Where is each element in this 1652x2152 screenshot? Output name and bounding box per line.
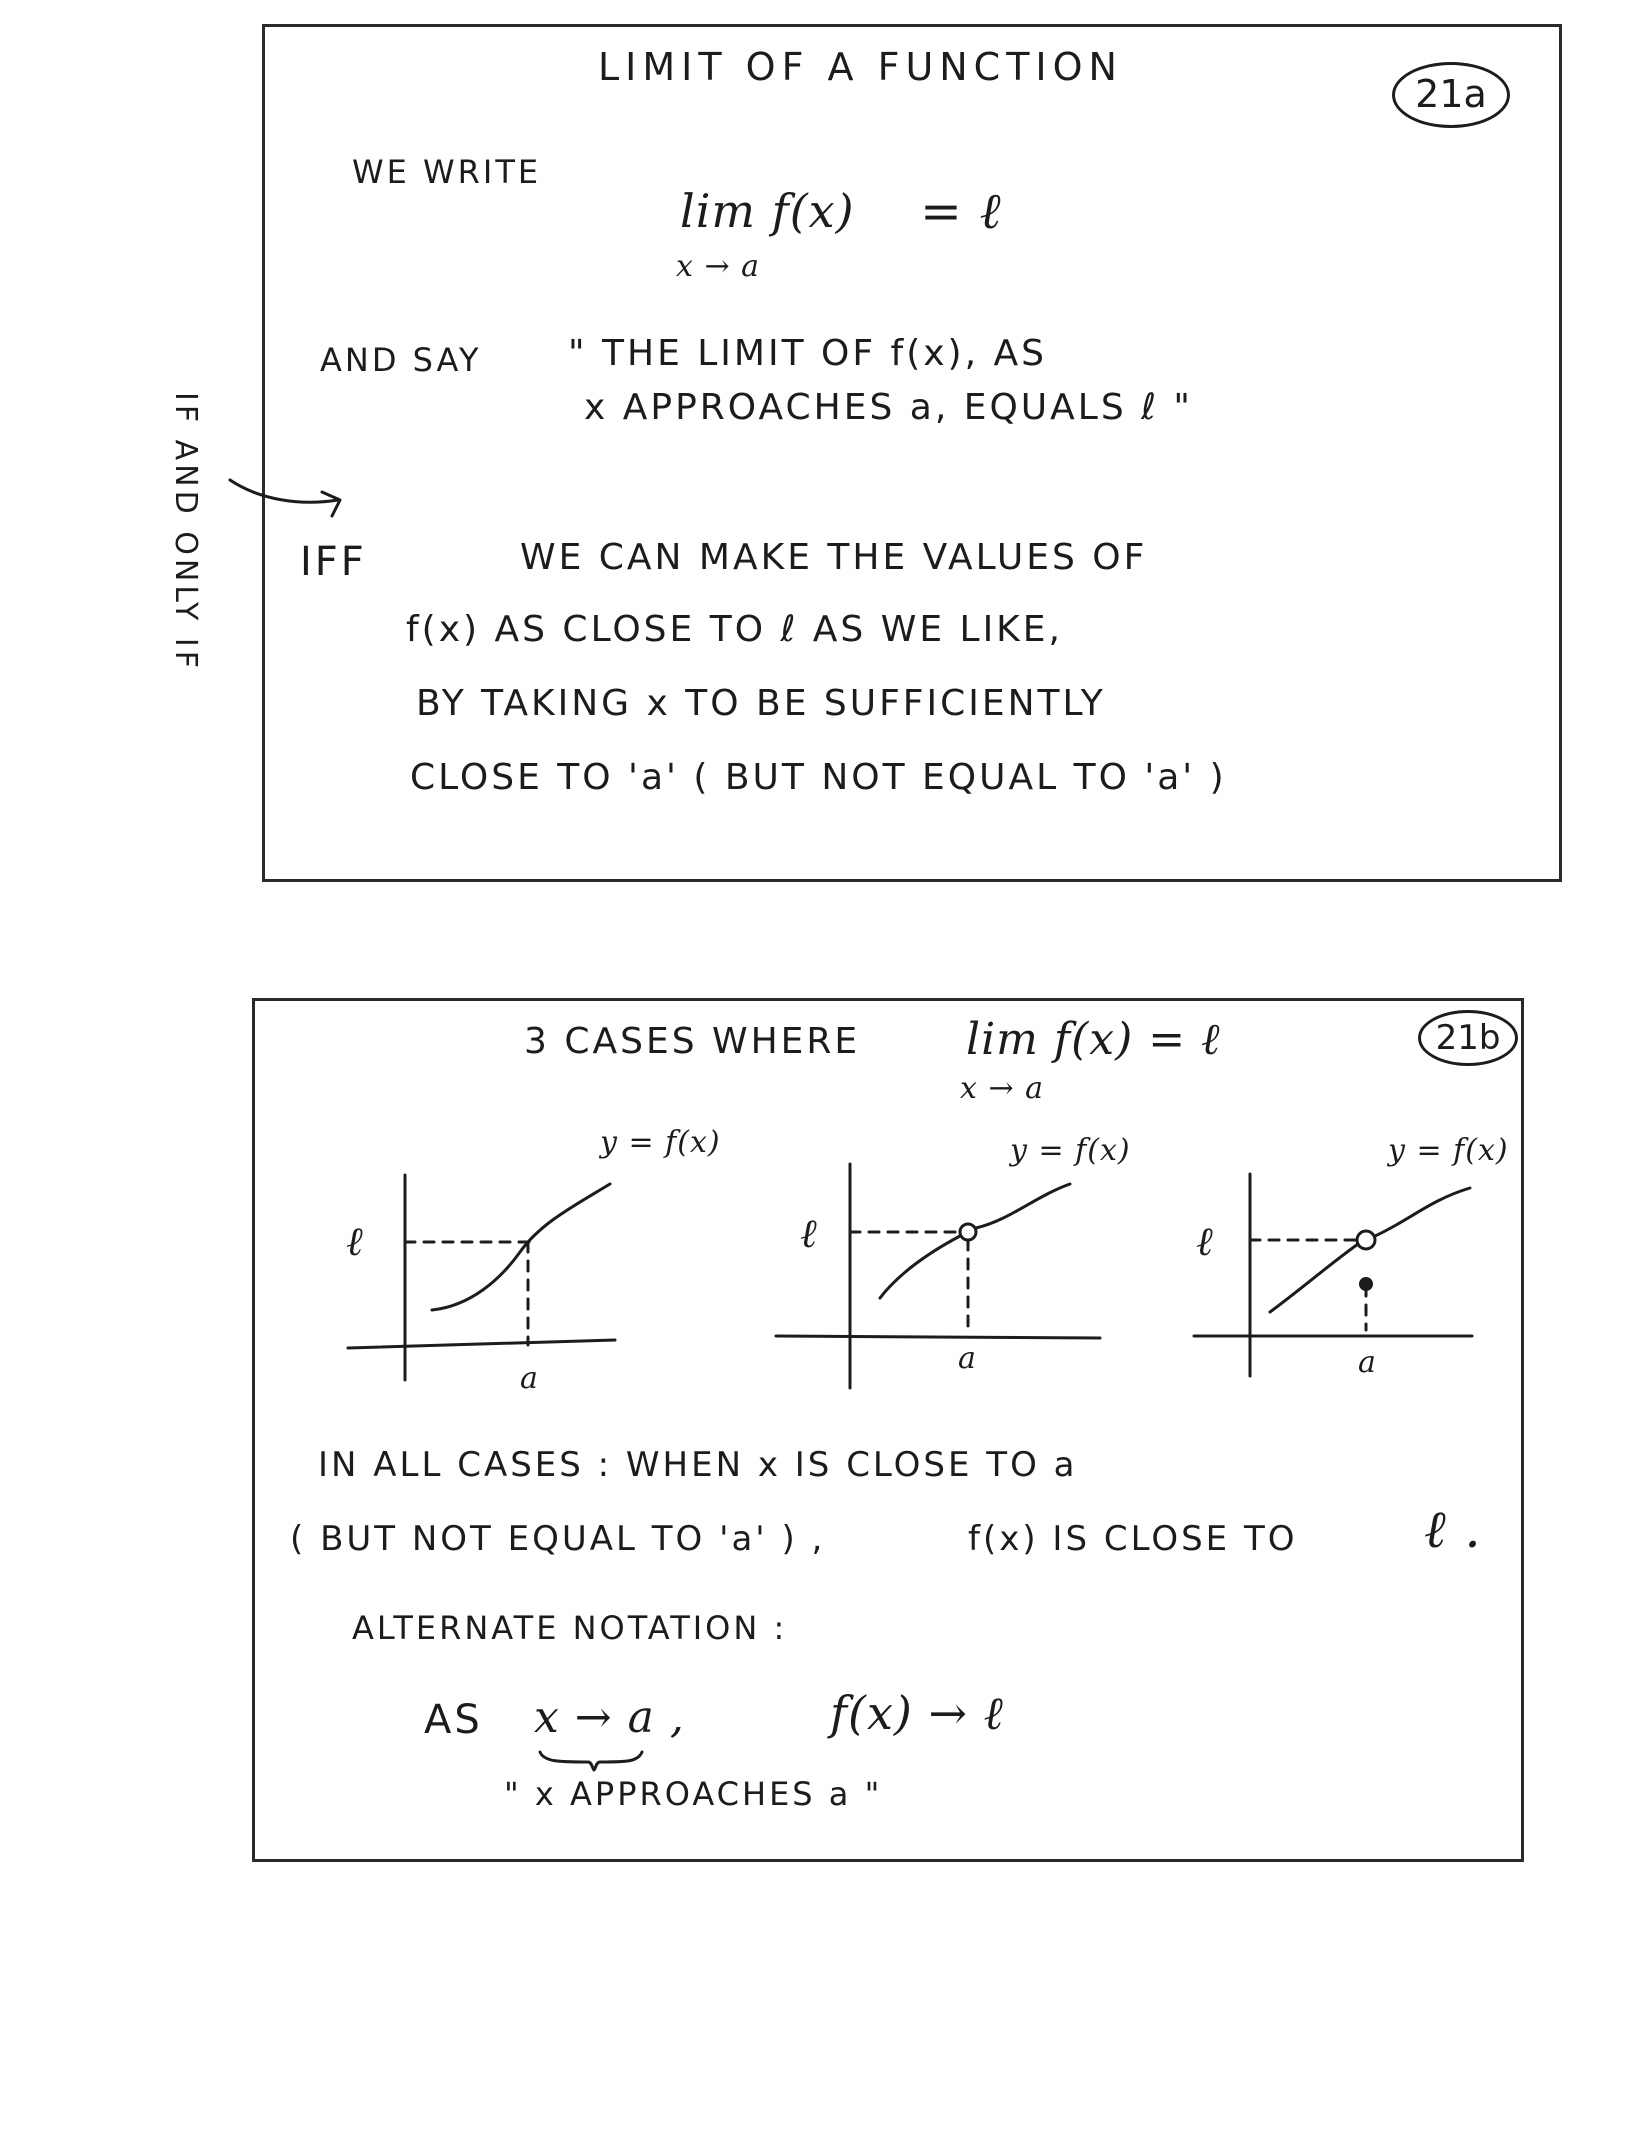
formula-subscript: x → a [676,249,761,284]
graph-3-a-label: a [1358,1345,1377,1380]
card-b-formula-subscript: x → a [960,1071,1045,1106]
definition-line-1: WE CAN MAKE THE VALUES OF [520,537,1148,578]
formula-main: lim f(x) [680,184,855,238]
all-cases-line-2a: ( BUT NOT EQUAL TO 'a' ) , [290,1519,826,1559]
graph-3-curve-left [1270,1244,1358,1312]
quote-line-1: " THE LIMIT OF f(x), AS [568,333,1047,374]
graph-2 [770,1140,1110,1400]
underbrace [536,1748,646,1772]
graph-3-l-label: ℓ [1196,1219,1214,1265]
graph-3-curve-label: y = f(x) [1388,1133,1509,1168]
iff-label: IFF [300,539,367,585]
graph-1-a-label: a [520,1361,539,1396]
quote-line-2: x APPROACHES a, EQUALS ℓ " [584,387,1193,428]
as-result: f(x) → ℓ [830,1686,1004,1740]
card-a-title: LIMIT OF A FUNCTION [598,45,1123,89]
graph-1 [340,1140,640,1400]
we-write-label: WE WRITE [352,153,542,191]
definition-line-3: BY TAKING x TO BE SUFFICIENTLY [416,683,1106,724]
as-word: AS [424,1697,483,1743]
side-arrow [220,470,350,530]
graph-2-curve-left [880,1236,960,1298]
graph-1-l-label: ℓ [346,1219,364,1265]
graph-3 [1180,1140,1520,1400]
card-b-formula: lim f(x) = ℓ [966,1014,1221,1065]
side-note-if-and-only-if: IF AND ONLY IF [168,392,203,672]
badge-21a [1392,62,1510,128]
graph-1-curve [432,1184,610,1310]
formula-equals: = ℓ [920,182,1002,240]
badge-21b [1418,1010,1518,1066]
graph-3-curve-right [1375,1188,1470,1236]
badge-21b-text: 21b [1435,1018,1501,1058]
graph-2-a-label: a [958,1341,977,1376]
all-cases-line-1: IN ALL CASES : WHEN x IS CLOSE TO a [318,1445,1078,1485]
and-say-label: AND SAY [320,341,482,379]
graph-2-curve-label: y = f(x) [1010,1133,1131,1168]
all-cases-line-2-l: ℓ . [1424,1500,1482,1560]
definition-line-4: CLOSE TO 'a' ( BUT NOT EQUAL TO 'a' ) [410,757,1227,798]
graph-2-x-axis [776,1336,1100,1338]
graph-3-dot [1359,1277,1373,1291]
card-b-title: 3 CASES WHERE [524,1021,861,1062]
graph-1-curve-label: y = f(x) [600,1125,721,1160]
graph-2-l-label: ℓ [800,1211,818,1257]
all-cases-line-2b: f(x) IS CLOSE TO [968,1519,1298,1559]
approaches-note: " x APPROACHES a " [504,1775,883,1813]
definition-line-2: f(x) AS CLOSE TO ℓ AS WE LIKE, [406,609,1063,650]
graph-1-x-axis [348,1340,615,1348]
graph-3-hole [1357,1231,1375,1249]
alternate-notation-label: ALTERNATE NOTATION : [352,1609,788,1647]
graph-2-curve-right [976,1184,1070,1228]
graph-2-hole [960,1224,976,1240]
badge-21a-text: 21a [1415,72,1487,116]
as-expression: x → a , [534,1692,685,1743]
